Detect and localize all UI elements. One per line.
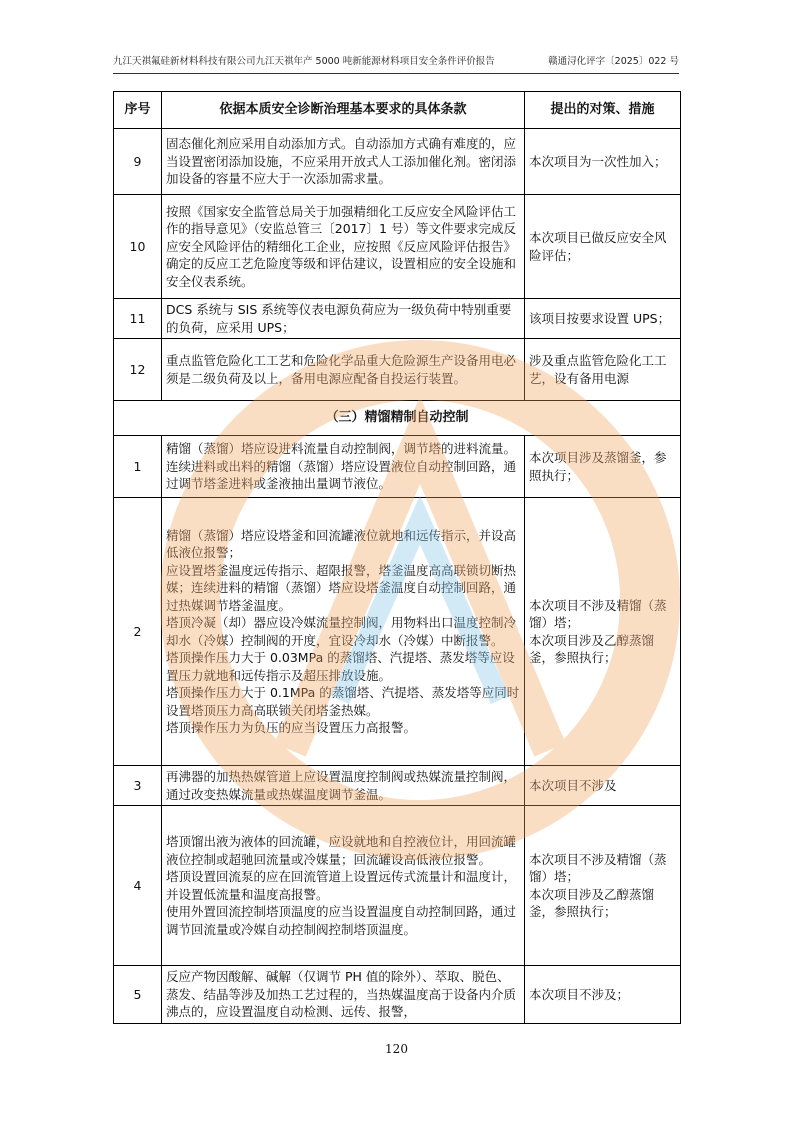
table-body-part-a <box>114 129 681 401</box>
safety-measures-table <box>113 91 681 1024</box>
table-row <box>114 436 681 498</box>
row-clause <box>162 766 525 806</box>
measure-paragraph: 涉及重点监管危险化工工艺，设有备用电源 <box>529 353 667 386</box>
row-number: 12 <box>114 339 162 401</box>
row-number: 5 <box>114 966 162 1024</box>
row-clause <box>162 498 525 766</box>
clause-paragraph: 塔顶馏出液为液体的回流罐，应设就地和自控液位计，用回流罐液位控制或超驰回流量或冷媒量；回流罐设高低液位报警。 <box>166 834 517 867</box>
col-header-num: 序号 <box>114 92 162 129</box>
clause-paragraph: 使用外置回流控制塔顶温度的应当设置温度自动控制回路，通过调节回流量或冷媒自动控制阀控制塔顶温度。 <box>166 904 517 937</box>
row-number: 2 <box>114 498 162 766</box>
clause-paragraph: 塔顶设置回流泵的应在回流管道上设置远传式流量计和温度计，并设置低流量和温度高报警。 <box>166 869 517 902</box>
clause-paragraph: 再沸器的加热热媒管道上应设置温度控制阀或热媒流量控制阀，通过改变热媒流量或热媒温度调节釜温。 <box>166 769 517 802</box>
row-clause <box>162 806 525 966</box>
measure-paragraph: 本次项目涉及蒸馏釜，参照执行； <box>529 450 667 483</box>
table-row <box>114 195 681 299</box>
row-number: 3 <box>114 766 162 806</box>
row-clause <box>162 436 525 498</box>
clause-paragraph: 塔顶操作压力为负压的应当设置压力高报警。 <box>166 720 417 735</box>
table-row <box>114 339 681 401</box>
row-number: 9 <box>114 129 162 195</box>
clause-paragraph: 应设置塔釜温度远传指示、超限报警，塔釜温度高高联锁切断热媒；连续进料的精馏（蒸馏）塔应设塔釜温度自动控制回路，通过热媒调节塔釜温度。 <box>166 562 517 613</box>
clause-paragraph: 反应产物因酸解、碱解（仅调节 PH 值的除外）、萃取、脱色、蒸发、结晶等涉及加热工艺过程的，当热媒温度高于设备内介质沸点的，应设置温度自动检测、远传、报警， <box>166 969 517 1020</box>
row-number: 4 <box>114 806 162 966</box>
table-header-row <box>114 92 681 129</box>
page-number: 120 <box>385 1042 408 1056</box>
clause-paragraph: 重点监管危险化工工艺和危险化学品重大危险源生产设备用电必须是二级负荷及以上，备用电源应配备自投运行装置。 <box>166 353 517 386</box>
clause-paragraph: 精馏（蒸馏）塔应设塔釜和回流罐液位就地和远传指示，并设高低液位报警； <box>166 527 517 560</box>
clause-paragraph: 塔顶操作压力大于 0.1MPa 的蒸馏塔、汽提塔、蒸发塔等应同时设置塔顶压力高高联锁关闭塔釜热媒。 <box>166 685 520 718</box>
col-header-measure: 提出的对策、措施 <box>525 92 681 129</box>
clause-paragraph: 固态催化剂应采用自动添加方式。自动添加方式确有难度的，应当设置密闭添加设施，不应采用开放式人工添加催化剂。密闭添加设备的容量不应大于一次添加需求量。 <box>166 136 517 187</box>
header-report-code: 赣通浔化评字〔2025〕022 号 <box>548 56 679 67</box>
row-measure <box>525 129 681 195</box>
section-row <box>114 401 681 436</box>
table-row <box>114 766 681 806</box>
measure-paragraph: 本次项目不涉及 <box>529 777 617 793</box>
section-title: （三）精馏精制自动控制 <box>114 401 681 436</box>
col-header-clause: 依据本质安全诊断治理基本要求的具体条款 <box>162 92 525 129</box>
row-clause <box>162 299 525 339</box>
row-clause <box>162 339 525 401</box>
row-measure <box>525 498 681 766</box>
row-clause <box>162 966 525 1024</box>
row-number: 11 <box>114 299 162 339</box>
measure-paragraph: 本次项目不涉及精馏（蒸馏）塔； <box>529 597 667 630</box>
row-measure <box>525 766 681 806</box>
table-row <box>114 129 681 195</box>
measure-paragraph: 本次项目为一次性加入； <box>529 153 667 169</box>
table-row <box>114 299 681 339</box>
measure-paragraph: 本次项目不涉及精馏（蒸馏）塔； <box>529 851 667 884</box>
row-measure <box>525 299 681 339</box>
table-row <box>114 806 681 966</box>
row-measure <box>525 195 681 299</box>
clause-paragraph: 精馏（蒸馏）塔应设进料流量自动控制阀，调节塔的进料流量。连续进料或出料的精馏（蒸馏）塔应设置液位自动控制回路，通过调节塔釜进料或釜液抽出量调节液位。 <box>166 441 517 492</box>
measure-paragraph: 本次项目已做反应安全风险评估； <box>529 230 667 263</box>
row-measure <box>525 806 681 966</box>
row-measure <box>525 436 681 498</box>
measure-paragraph: 本次项目涉及乙醇蒸馏釜，参照执行； <box>529 632 655 665</box>
row-clause <box>162 195 525 299</box>
measure-paragraph: 该项目按要求设置 UPS； <box>529 310 671 326</box>
row-clause <box>162 129 525 195</box>
page-header <box>113 55 679 69</box>
table-row <box>114 498 681 766</box>
clause-paragraph: 塔顶冷凝（却）器应设冷媒流量控制阀，用物料出口温度控制冷却水（冷媒）控制阀的开度，宜设冷却水（冷媒）中断报警。 <box>166 615 517 648</box>
table-body-part-b <box>114 436 681 1024</box>
table-row <box>114 966 681 1024</box>
clause-paragraph: 按照《国家安全监管总局关于加强精细化工反应安全风险评估工作的指导意见》（安监总管三〔2017〕1 号）等文件要求完成反应安全风险评估的精细化工企业，应按照《反应风险评估报告》确定的反应工艺危险度等级和评估建议，设置相应的安全设施和安全仪表系统。 <box>166 203 517 289</box>
header-rule <box>113 73 679 74</box>
row-measure <box>525 339 681 401</box>
measure-paragraph: 本次项目涉及乙醇蒸馏釜，参照执行； <box>529 886 655 919</box>
header-title: 九江天祺氟硅新材料科技有限公司九江天祺年产 5000 吨新能源材料项目安全条件评价报告 <box>113 56 495 67</box>
row-number: 1 <box>114 436 162 498</box>
row-measure <box>525 966 681 1024</box>
clause-paragraph: DCS 系统与 SIS 系统等仪表电源负荷应为一级负荷中特别重要的负荷，应采用 UPS； <box>166 302 512 335</box>
row-number: 10 <box>114 195 162 299</box>
measure-paragraph: 本次项目不涉及； <box>529 986 630 1002</box>
clause-paragraph: 塔顶操作压力大于 0.03MPa 的蒸馏塔、汽提塔、蒸发塔等应设置压力就地和远传指示及超压排放设施。 <box>166 650 515 683</box>
